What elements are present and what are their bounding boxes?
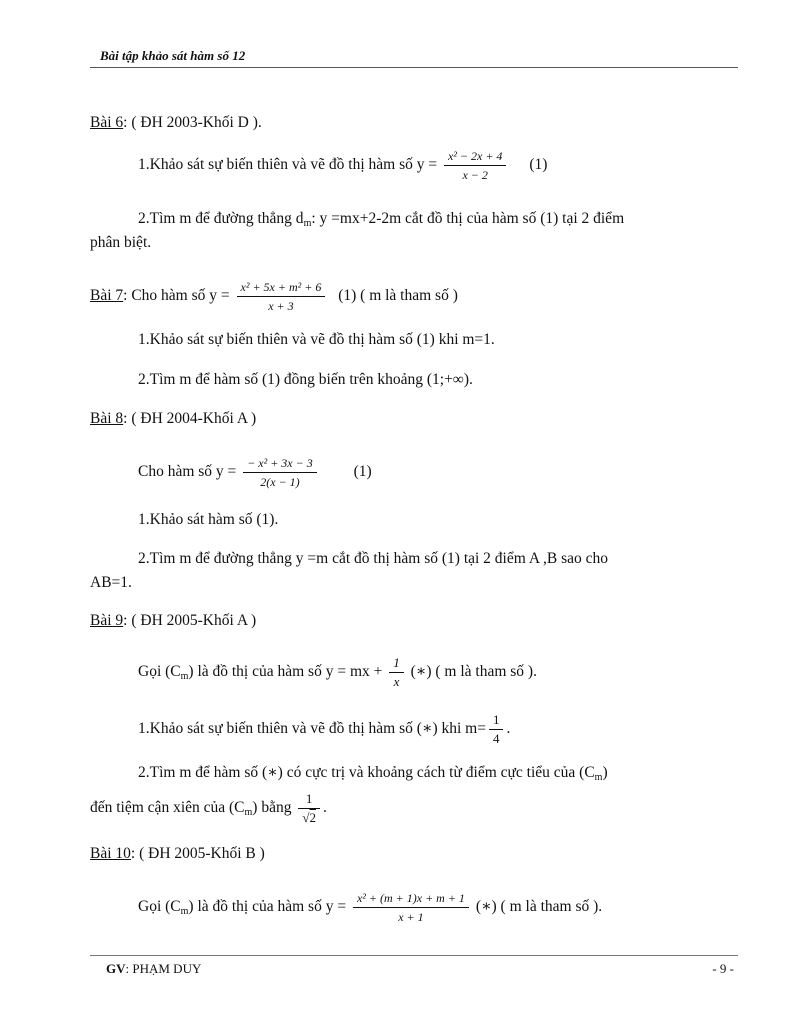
footer-rule — [90, 955, 738, 956]
bai8-fn-post: (1) — [353, 463, 372, 481]
bai9-numerator: 1 — [389, 656, 404, 673]
bai9-q2-radicand: 2 — [309, 810, 316, 825]
bai6-denominator: x − 2 — [462, 168, 488, 182]
bai7-fraction — [237, 280, 326, 313]
bai9-heading — [90, 611, 256, 631]
bai10-label: Bài 10 — [90, 845, 131, 862]
bai10-fn-b: ) là đồ thị của hàm số y = — [188, 898, 347, 916]
bai6-q2-text-b: : y =mx+2-2m cắt đồ thị của hàm số (1) tại 2 điểm — [311, 210, 625, 227]
bai9-q2-text-c: đến tiệm cận xiên của (C — [90, 799, 245, 817]
bai6-heading — [90, 113, 262, 133]
bai7-q2: 2.Tìm m để hàm số (1) đồng biến trên khoảng (1;+∞). — [138, 371, 473, 388]
page-header: Bài tập khảo sát hàm số 12 — [100, 48, 246, 63]
bai8-function — [138, 456, 372, 489]
bai7-q1: 1.Khảo sát sự biến thiên và vẽ đồ thị hàm số (1) khi m=1. — [138, 331, 495, 348]
bai9-q2-numerator: 1 — [298, 792, 320, 809]
bai9-denominator: x — [393, 674, 400, 689]
bai8-fraction — [243, 456, 317, 489]
bai8-title: : ( ĐH 2004-Khối A ) — [123, 410, 257, 427]
bai6-q2-sub: m — [303, 218, 312, 229]
bai6-q1 — [138, 149, 547, 182]
bai9-fraction — [389, 656, 404, 689]
footer-author-name: : PHẠM DUY — [125, 961, 202, 976]
bai9-fn-a: Gọi (C — [138, 663, 181, 681]
page-number: - 9 - — [712, 961, 734, 976]
header-rule — [90, 67, 738, 68]
bai8-label: Bài 8 — [90, 410, 124, 427]
bai9-q1 — [138, 713, 510, 746]
bai7-label: Bài 7 — [90, 287, 124, 305]
bai6-title: : ( ĐH 2003-Khối D ). — [123, 114, 262, 131]
bai10-fn-a: Gọi (C — [138, 898, 181, 916]
bai9-fn-b: ) là đồ thị của hàm số y = mx + — [188, 663, 383, 681]
bai10-denominator: x + 1 — [398, 910, 424, 924]
bai9-q1-numerator: 1 — [489, 713, 504, 730]
bai10-numerator: x² + (m + 1)x + m + 1 — [353, 891, 469, 908]
bai9-q2-text-a: 2.Tìm m để hàm số (∗) có cực trị và khoảng cách từ điểm cực tiểu của (C — [138, 764, 595, 781]
bai9-function — [138, 656, 537, 689]
bai9-q1-fraction — [489, 713, 504, 746]
bai10-fn-sub: m — [180, 906, 189, 918]
bai8-q2-cont: AB=1. — [90, 574, 132, 591]
bai8-q1: 1.Khảo sát hàm số (1). — [138, 511, 279, 528]
bai9-q1-post: . — [506, 720, 511, 738]
bai9-fn-sub: m — [180, 671, 189, 683]
bai9-q2-sub2: m — [244, 807, 253, 819]
bai6-fraction — [444, 149, 506, 182]
bai6-numerator: x² − 2x + 4 — [444, 149, 506, 166]
bai9-fn-c: (∗) ( m là tham số ). — [410, 663, 537, 681]
bai9-q1-denominator: 4 — [492, 731, 500, 746]
bai8-denominator: 2(x − 1) — [260, 475, 300, 489]
footer-author — [106, 961, 201, 977]
bai6-q1-text: 1.Khảo sát sự biến thiên và vẽ đồ thị hàm số y = — [138, 156, 438, 174]
bai9-title: : ( ĐH 2005-Khối A ) — [123, 612, 257, 629]
bai10-heading — [90, 844, 265, 864]
bai9-label: Bài 9 — [90, 612, 124, 629]
bai7-title-pre: : Cho hàm số y = — [123, 287, 230, 305]
footer-author-label: GV — [106, 961, 126, 976]
sqrt-icon: √ — [302, 810, 310, 825]
bai7-numerator: x² + 5x + m² + 6 — [237, 280, 326, 297]
bai6-q2 — [138, 209, 624, 229]
bai9-q2-cont — [90, 792, 327, 825]
bai8-fn-pre: Cho hàm số y = — [138, 463, 237, 481]
bai10-fraction — [353, 891, 469, 924]
bai10-function — [138, 891, 602, 924]
bai9-q2-fraction — [298, 792, 320, 825]
bai8-numerator: − x² + 3x − 3 — [243, 456, 317, 473]
bai7-denominator: x + 3 — [268, 299, 294, 313]
bai9-q2-text-d: ) bằng — [252, 799, 292, 817]
bai10-title: : ( ĐH 2005-Khối B ) — [130, 845, 265, 862]
bai9-q2-denominator — [298, 809, 320, 825]
bai6-q2-text-a: 2.Tìm m để đường thẳng d — [138, 210, 304, 227]
bai7-title-post: (1) ( m là tham số ) — [338, 287, 458, 305]
bai9-q2-post: . — [322, 799, 327, 817]
bai10-fn-c: (∗) ( m là tham số ). — [475, 898, 603, 916]
bai6-q2-cont: phân biệt. — [90, 234, 152, 251]
bai9-q2-sub: m — [594, 772, 603, 783]
bai6-q1-eqno: (1) — [529, 156, 548, 174]
bai6-label: Bài 6 — [90, 114, 124, 131]
bai8-heading — [90, 409, 256, 429]
bai8-q2: 2.Tìm m để đường thẳng y =m cắt đồ thị hàm số (1) tại 2 điểm A ,B sao cho — [138, 550, 609, 567]
bai9-q2-text-b: ) — [602, 764, 608, 781]
bai9-q1-text: 1.Khảo sát sự biến thiên và vẽ đồ thị hàm số (∗) khi m= — [138, 720, 486, 738]
bai7-heading — [90, 280, 458, 313]
bai9-q2 — [138, 763, 608, 783]
